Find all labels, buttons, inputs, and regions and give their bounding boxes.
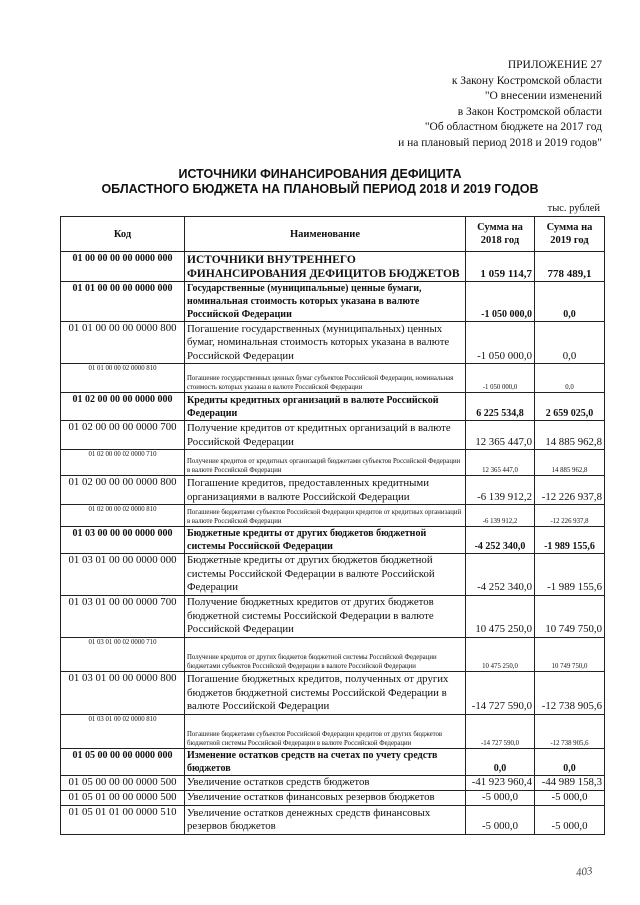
table-row: [61, 421, 605, 450]
row-sum-2019: 14 885 962,8: [535, 450, 605, 476]
row-code: 01 02 00 00 00 0000 000: [61, 393, 185, 421]
table-row: [61, 637, 605, 671]
row-name: Погашение бюджетных кредитов, полученных от других бюджетов бюджетной системы Российской Федерации в валюте Российской Федерации: [185, 671, 466, 714]
row-sum-2018: 1 059 114,7: [466, 252, 535, 282]
row-sum-2019: -5 000,0: [535, 790, 605, 805]
row-code: 01 01 00 00 02 0000 810: [61, 364, 185, 393]
row-sum-2018: 0,0: [466, 748, 535, 775]
row-code: 01 01 00 00 00 0000 800: [61, 322, 185, 364]
row-sum-2019: -1 989 155,6: [535, 527, 605, 554]
row-sum-2019: 0,0: [535, 364, 605, 393]
row-code: 01 03 01 00 00 0000 800: [61, 671, 185, 714]
header-line: и на плановый период 2018 и 2019 годов": [398, 136, 602, 149]
header-line: "О внесении изменений: [484, 90, 602, 103]
row-name: Бюджетные кредиты от других бюджетов бюджетной системы Российской Федерации в валюте Российской Федерации: [185, 554, 466, 596]
column-header-sum-2019: Сумма на 2019 год: [535, 217, 605, 252]
row-sum-2018: -5 000,0: [466, 805, 535, 834]
row-sum-2019: 0,0: [535, 282, 605, 322]
header-line: к Закону Костромской области: [451, 74, 602, 87]
row-name: Погашение бюджетами субъектов Российской Федерации кредитов от других бюджетов бюджетной системы Российской Федерации в валюте Российской Федерации: [185, 714, 466, 748]
row-code: 01 02 00 00 00 0000 800: [61, 476, 185, 505]
title-line-1: ИСТОЧНИКИ ФИНАНСИРОВАНИЯ ДЕФИЦИТА: [178, 167, 462, 181]
table-row: [61, 322, 605, 364]
row-sum-2019: 14 885 962,8: [535, 421, 605, 450]
row-sum-2019: 0,0: [535, 748, 605, 775]
financing-sources-table: [60, 216, 605, 835]
row-name: Получение кредитов от других бюджетов бюджетной системы Российской Федерации бюджетами субъектов Российской Федерации в валюте Российской Федерации: [185, 637, 466, 671]
row-code: 01 05 01 00 00 0000 500: [61, 790, 185, 805]
row-code: 01 01 00 00 00 0000 000: [61, 282, 185, 322]
row-name: Получение кредитов от кредитных организаций в валюте Российской Федерации: [185, 421, 466, 450]
row-sum-2019: 10 749 750,0: [535, 637, 605, 671]
row-sum-2018: -5 000,0: [466, 790, 535, 805]
page-number: 403: [574, 864, 593, 880]
header-line: в Закон Костромской области: [457, 105, 602, 118]
row-code: 01 03 01 00 00 0000 700: [61, 595, 185, 637]
row-sum-2018: -1 050 000,0: [466, 322, 535, 364]
row-code: 01 02 00 00 02 0000 710: [61, 450, 185, 476]
table-row: [61, 527, 605, 554]
table-row: [61, 505, 605, 527]
row-sum-2018: 10 475 250,0: [466, 595, 535, 637]
column-header-code: Код: [61, 217, 185, 252]
row-sum-2018: -1 050 000,0: [466, 282, 535, 322]
row-name: Государственные (муниципальные) ценные бумаги, номинальная стоимость которых указана в валюте Российской Федерации: [185, 282, 466, 322]
table-row: [61, 748, 605, 775]
row-code: 01 02 00 00 02 0000 810: [61, 505, 185, 527]
row-sum-2018: 12 365 447,0: [466, 450, 535, 476]
row-sum-2019: -12 738 905,6: [535, 671, 605, 714]
row-code: 01 05 01 01 00 0000 510: [61, 805, 185, 834]
table-row: [61, 450, 605, 476]
row-name: Изменение остатков средств на счетах по учету средств бюджетов: [185, 748, 466, 775]
row-name: Увеличение остатков денежных средств финансовых резервов бюджетов: [185, 805, 466, 834]
row-sum-2018: -14 727 590,0: [466, 671, 535, 714]
row-code: 01 03 00 00 00 0000 000: [61, 527, 185, 554]
document-title: [0, 167, 640, 197]
row-sum-2018: -6 139 912,2: [466, 476, 535, 505]
column-header-name: Наименование: [185, 217, 466, 252]
row-sum-2018: 12 365 447,0: [466, 421, 535, 450]
row-name: Погашение кредитов, предоставленных кредитными организациями в валюте Российской Федерации: [185, 476, 466, 505]
row-code: 01 00 00 00 00 0000 000: [61, 252, 185, 282]
table-row: [61, 476, 605, 505]
row-sum-2019: 10 749 750,0: [535, 595, 605, 637]
table-row: [61, 714, 605, 748]
header-line: ПРИЛОЖЕНИЕ 27: [507, 59, 602, 71]
table-row: [61, 393, 605, 421]
row-code: 01 03 01 00 00 0000 000: [61, 554, 185, 596]
row-sum-2018: -4 252 340,0: [466, 554, 535, 596]
row-name: Бюджетные кредиты от других бюджетов бюджетной системы Российской Федерации: [185, 527, 466, 554]
table-row: [61, 790, 605, 805]
row-name: Увеличение остатков финансовых резервов бюджетов: [185, 790, 466, 805]
row-sum-2018: -14 727 590,0: [466, 714, 535, 748]
row-sum-2019: -12 226 937,8: [535, 505, 605, 527]
row-sum-2018: -6 139 912,2: [466, 505, 535, 527]
table-row: [61, 252, 605, 282]
table-row: [61, 775, 605, 790]
units-label: тыс. рублей: [547, 203, 600, 214]
row-sum-2019: -44 989 158,3: [535, 775, 605, 790]
row-code: 01 05 00 00 00 0000 000: [61, 748, 185, 775]
row-name: Погашение государственных ценных бумаг субъектов Российской Федерации, номинальная стоимость которых указана в валюте Российской Федерации: [185, 364, 466, 393]
table-header-row: [61, 217, 605, 252]
row-name: ИСТОЧНИКИ ВНУТРЕННЕГО ФИНАНСИРОВАНИЯ ДЕФИЦИТОВ БЮДЖЕТОВ: [185, 252, 466, 282]
row-sum-2018: -4 252 340,0: [466, 527, 535, 554]
table-row: [61, 805, 605, 834]
row-code: 01 03 01 00 02 0000 810: [61, 714, 185, 748]
table-row: [61, 554, 605, 596]
column-header-sum-2018: Сумма на 2018 год: [466, 217, 535, 252]
table-row: [61, 595, 605, 637]
table-row: [61, 671, 605, 714]
row-sum-2019: 0,0: [535, 322, 605, 364]
table-row: [61, 364, 605, 393]
row-sum-2019: -1 989 155,6: [535, 554, 605, 596]
row-name: Увеличение остатков средств бюджетов: [185, 775, 466, 790]
title-line-2: ОБЛАСТНОГО БЮДЖЕТА НА ПЛАНОВЫЙ ПЕРИОД 2018 И 2019 ГОДОВ: [101, 182, 539, 196]
row-name: Погашение бюджетами субъектов Российской Федерации кредитов от кредитных организаций в валюте Российской Федерации: [185, 505, 466, 527]
row-sum-2019: -12 226 937,8: [535, 476, 605, 505]
row-code: 01 05 00 00 00 0000 500: [61, 775, 185, 790]
row-sum-2018: -1 050 000,0: [466, 364, 535, 393]
row-sum-2018: 6 225 534,8: [466, 393, 535, 421]
row-code: 01 02 00 00 00 0000 700: [61, 421, 185, 450]
row-sum-2019: 778 489,1: [535, 252, 605, 282]
row-sum-2019: 2 659 025,0: [535, 393, 605, 421]
row-name: Получение бюджетных кредитов от других бюджетов бюджетной системы Российской Федерации в валюте Российской Федерации: [185, 595, 466, 637]
row-sum-2019: -12 738 905,6: [535, 714, 605, 748]
row-name: Кредиты кредитных организаций в валюте Российской Федерации: [185, 393, 466, 421]
row-sum-2018: -41 923 960,4: [466, 775, 535, 790]
row-sum-2019: -5 000,0: [535, 805, 605, 834]
appendix-header: [398, 58, 602, 152]
row-code: 01 03 01 00 02 0000 710: [61, 637, 185, 671]
row-name: Погашение государственных (муниципальных) ценных бумаг, номинальная стоимость которых указана в валюте Российской Федерации: [185, 322, 466, 364]
table-row: [61, 282, 605, 322]
header-line: "Об областном бюджете на 2017 год: [424, 121, 602, 134]
row-sum-2018: 10 475 250,0: [466, 637, 535, 671]
row-name: Получение кредитов от кредитных организаций бюджетами субъектов Российской Федерации в валюте Российской Федерации: [185, 450, 466, 476]
